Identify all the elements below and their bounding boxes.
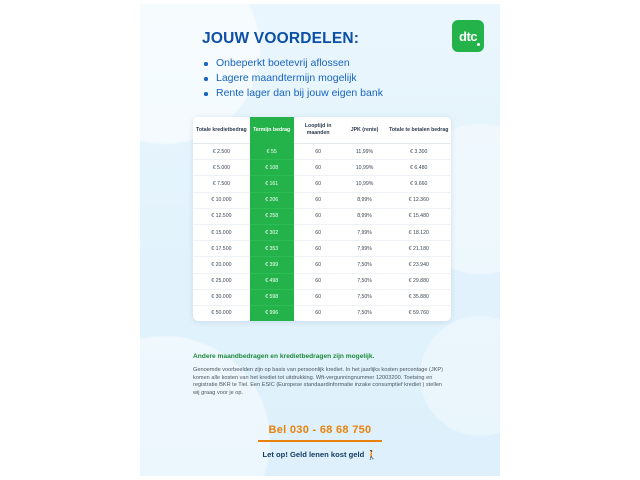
table-cell: 7,50% xyxy=(343,273,387,289)
table-cell-highlight: € 206 xyxy=(250,192,294,208)
table-header-cell: JPK (rente) xyxy=(343,117,387,144)
rates-table xyxy=(193,117,451,321)
table-cell: € 35.880 xyxy=(386,289,451,305)
phone-cta[interactable]: Bel 030 - 68 68 750 xyxy=(268,424,372,436)
brand-logo-dot xyxy=(477,43,480,46)
table-cell: € 21.180 xyxy=(386,241,451,257)
table-row xyxy=(193,289,451,305)
page-title: JOUW VOORDELEN: xyxy=(202,30,360,47)
table-row xyxy=(193,224,451,240)
table-row xyxy=(193,176,451,192)
table-cell-highlight: € 108 xyxy=(250,160,294,176)
table-row xyxy=(193,144,451,160)
benefits-list xyxy=(202,56,383,101)
table-header-row xyxy=(193,117,451,144)
advertisement-poster xyxy=(140,4,500,476)
table-cell: € 10.000 xyxy=(193,192,250,208)
table-cell: € 23.940 xyxy=(386,257,451,273)
table-cell: € 3.300 xyxy=(386,144,451,160)
table-cell-highlight: € 353 xyxy=(250,241,294,257)
table-cell: € 12.500 xyxy=(193,208,250,224)
table-cell: € 12.360 xyxy=(386,192,451,208)
table-header-cell-highlight: Termijn bedrag xyxy=(250,117,294,144)
table-row xyxy=(193,305,451,321)
table-row xyxy=(193,208,451,224)
table-cell: 7,50% xyxy=(343,257,387,273)
table-cell: 60 xyxy=(294,289,343,305)
table-cell-highlight: € 996 xyxy=(250,305,294,321)
table-cell: 7,99% xyxy=(343,241,387,257)
table-cell: 60 xyxy=(294,257,343,273)
table-header-cell: Totale te betalen bedrag xyxy=(386,117,451,144)
note-body: Genoemde voorbeelden zijn op basis van persoonlijk krediet. In het jaarlijks kosten percentage (JKP) komen alle kosten van het krediet tot uitdrukking. Wft-vergunningnummer 12003200. Toetsing en registratie BKR te Tiel. Een ESIC (Europese standaardinformatie inzake consumptief krediet ) stellen wij graag voor je op. xyxy=(193,367,443,396)
table-cell-highlight: € 302 xyxy=(250,224,294,240)
table-cell: € 15.480 xyxy=(386,208,451,224)
list-item: Onbeperkt boetevrij aflossen xyxy=(202,56,383,71)
table-cell: € 50.000 xyxy=(211,310,232,317)
table-cell: 60 xyxy=(294,192,343,208)
list-item: Lagere maandtermijn mogelijk xyxy=(202,71,383,86)
table-cell: 7,50% xyxy=(357,310,372,317)
table-cell: 60 xyxy=(294,224,343,240)
table-cell: 7,99% xyxy=(343,224,387,240)
brand-logo xyxy=(452,20,484,52)
table-row xyxy=(193,273,451,289)
table-cell: 7,50% xyxy=(343,289,387,305)
table-cell: € 2.500 xyxy=(193,144,250,160)
table-cell-highlight: € 598 xyxy=(250,289,294,305)
running-person-icon: 🚶 xyxy=(366,450,378,460)
table-cell: € 25.000 xyxy=(193,273,250,289)
note-title: Andere maandbedragen en kredietbedragen zijn mogelijk. xyxy=(193,353,375,360)
table-cell: 60 xyxy=(294,176,343,192)
legal-warning xyxy=(140,450,500,461)
table-cell: € 30.000 xyxy=(193,289,250,305)
table-cell: 60 xyxy=(294,208,343,224)
table-cell: € 18.120 xyxy=(386,224,451,240)
table-row xyxy=(193,241,451,257)
table-header-cell: Looptijd in maanden xyxy=(294,117,343,144)
table-cell: € 20.000 xyxy=(193,257,250,273)
table-cell: 60 xyxy=(315,310,321,317)
legal-warning-text: Let op! Geld lenen kost geld xyxy=(262,450,365,459)
table-cell-highlight: € 399 xyxy=(250,257,294,273)
table-cell: € 7.500 xyxy=(193,176,250,192)
table-cell: 10,99% xyxy=(343,176,387,192)
table-cell: 60 xyxy=(294,241,343,257)
table-cell: € 5.000 xyxy=(193,160,250,176)
table-row xyxy=(193,160,451,176)
table-cell-highlight: € 55 xyxy=(250,144,294,160)
table-cell-highlight: € 161 xyxy=(250,176,294,192)
table-cell: € 17.500 xyxy=(193,241,250,257)
table-cell: € 9.660 xyxy=(386,176,451,192)
table-cell: € 15.000 xyxy=(193,224,250,240)
table-cell: 11,99% xyxy=(343,144,387,160)
table-cell: 60 xyxy=(294,160,343,176)
table-cell: 8,99% xyxy=(343,208,387,224)
table-cell: € 29.880 xyxy=(386,273,451,289)
list-item: Rente lager dan bij jouw eigen bank xyxy=(202,86,383,101)
table-cell: € 59.760 xyxy=(408,310,429,317)
table-cell: € 6.480 xyxy=(386,160,451,176)
table-row xyxy=(193,192,451,208)
table-cell-highlight: € 258 xyxy=(250,208,294,224)
table-cell-highlight: € 498 xyxy=(250,273,294,289)
table-cell: 60 xyxy=(294,144,343,160)
table-cell: 8,99% xyxy=(343,192,387,208)
brand-logo-text: dtc xyxy=(459,28,477,44)
table-cell: 60 xyxy=(294,273,343,289)
phone-cta-underline xyxy=(258,440,382,442)
table-cell: 10,99% xyxy=(343,160,387,176)
table-header-cell: Totale kredietbedrag xyxy=(193,117,250,144)
rates-table-card xyxy=(193,117,451,321)
table-row xyxy=(193,257,451,273)
